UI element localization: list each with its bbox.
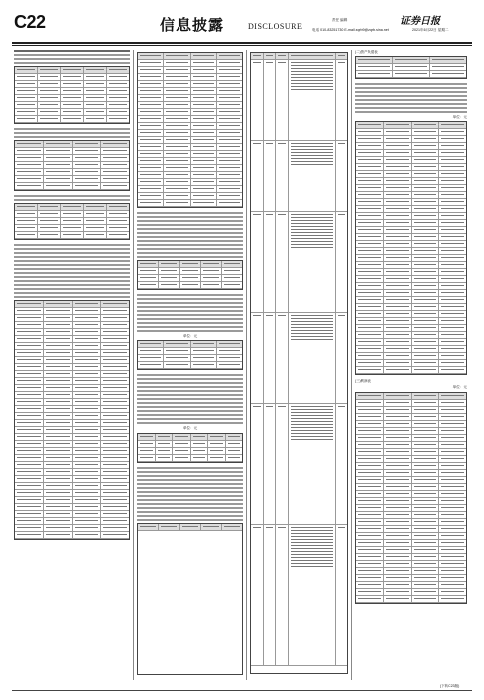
column-divider [133,50,134,680]
data-table [355,392,467,604]
table-caption: 单位：元 [452,115,467,119]
column-divider [351,50,352,680]
section-heading: (二)资产负债表 [355,50,378,54]
data-table [14,300,130,540]
header-rule-thin [12,45,472,46]
masthead-logo: 证券日报 [400,16,440,27]
column-1 [14,50,130,680]
data-table [14,140,130,191]
section-heading: (三)利润表 [355,379,371,384]
data-table [137,523,243,675]
data-table [250,52,348,674]
data-table [14,66,130,124]
column-3 [250,50,348,680]
page-header [12,8,472,42]
section-title: 信息披露 [160,16,225,34]
table-caption: 单位：元 [182,334,198,338]
editor-line: 责任 编辑 [332,18,348,22]
continuation-mark: (下转C23版) [440,684,460,688]
data-table [137,340,243,370]
data-table [14,203,130,240]
section-title-en: DISCLOSURE [248,22,303,31]
data-table [355,56,467,79]
column-divider [246,50,247,680]
data-table [355,121,467,375]
footer-rule [12,690,472,691]
data-table [137,260,243,290]
date-line: 2021年6月22日 星期二 [412,28,449,32]
header-rule [12,42,472,44]
table-caption: 单位：元 [182,426,198,431]
column-4 [355,50,467,680]
data-table [137,52,243,208]
column-2 [137,50,243,680]
page-number: C22 [14,12,46,32]
contact-line: 电话 010-83251730 E-mail zqrb9@zqrb.sina.net [312,28,389,32]
table-caption: 单位：元 [452,385,467,390]
data-table [137,433,243,463]
